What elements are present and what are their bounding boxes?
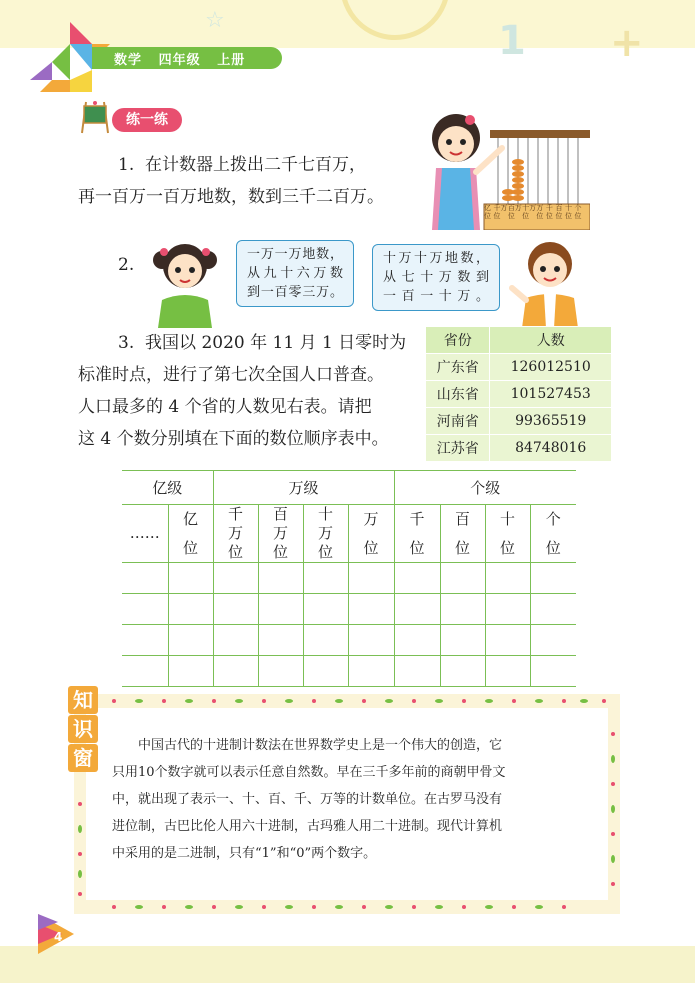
blank-row xyxy=(122,594,576,625)
blank-cell[interactable] xyxy=(258,563,303,594)
blank-cell[interactable] xyxy=(168,625,213,656)
digit-wan: 万 位 xyxy=(348,505,394,563)
question-2-label: 2. xyxy=(118,255,135,275)
question-3-line-2: 标准时点，进行了第七次全国人口普查。 xyxy=(78,365,384,385)
blank-cell[interactable] xyxy=(530,625,576,656)
blank-cell[interactable] xyxy=(258,625,303,656)
blank-cell[interactable] xyxy=(485,594,530,625)
bubble-line: 一百一十万。 xyxy=(383,289,489,304)
knowledge-line: 只用10个数字就可以表示任意自然数。早在三千多年前的商朝甲骨文 xyxy=(112,765,506,780)
blank-cell[interactable] xyxy=(258,594,303,625)
blank-cell[interactable] xyxy=(122,594,168,625)
abacus-label: 十位 xyxy=(564,204,572,220)
level-yi: 亿级 xyxy=(122,471,213,505)
question-3-line-3: 人口最多的 4 个省的人数见右表。请把 xyxy=(78,397,372,417)
question-1-line-1: 1. 在计数器上拨出二千七百万， xyxy=(118,155,367,175)
abacus-label: 十万位 xyxy=(522,204,537,220)
label-char: 识 xyxy=(68,715,98,743)
decor-plus-icon: + xyxy=(610,20,644,66)
abacus-label: 千万位 xyxy=(493,204,508,220)
easel-icon xyxy=(80,100,110,134)
blank-cell[interactable] xyxy=(122,625,168,656)
blank-cell[interactable] xyxy=(440,625,485,656)
province-cell: 山东省 xyxy=(426,381,490,408)
blank-row xyxy=(122,563,576,594)
blank-cell[interactable] xyxy=(485,625,530,656)
digit-shiwan: 十 万 位 xyxy=(303,505,348,563)
knowledge-window-label xyxy=(68,686,100,773)
speech-bubble-left xyxy=(236,240,354,307)
province-cell: 河南省 xyxy=(426,408,490,435)
blank-cell[interactable] xyxy=(440,656,485,687)
header-title: 数学 四年级 上册 xyxy=(114,53,246,68)
blank-cell[interactable] xyxy=(348,594,394,625)
bubble-line: 从九十六万数 xyxy=(247,266,343,281)
population-table xyxy=(425,326,612,462)
blank-cell[interactable] xyxy=(303,594,348,625)
blank-cell[interactable] xyxy=(440,594,485,625)
knowledge-line: 中采用的是二进制，只有“1”和“0”两个数字。 xyxy=(112,846,377,861)
blank-cell[interactable] xyxy=(303,656,348,687)
digit-ge: 个 位 xyxy=(530,505,576,563)
blank-cell[interactable] xyxy=(122,563,168,594)
blank-cell[interactable] xyxy=(530,563,576,594)
blank-cell[interactable] xyxy=(485,563,530,594)
level-ge: 个级 xyxy=(394,471,576,505)
knowledge-line: 进位制，古巴比伦人用六十进制，古玛雅人用二十进制。现代计算机 xyxy=(112,819,503,834)
blank-cell[interactable] xyxy=(348,656,394,687)
ellipsis-cell: …… xyxy=(122,505,168,563)
blank-cell[interactable] xyxy=(485,656,530,687)
girl-illustration xyxy=(150,238,220,328)
header-count: 人数 xyxy=(490,327,612,354)
digit-shi: 十 位 xyxy=(485,505,530,563)
digit-bai: 百 位 xyxy=(440,505,485,563)
abacus-label: 个位 xyxy=(574,204,582,220)
bubble-line: 一万一万地数， xyxy=(247,247,343,262)
blank-cell[interactable] xyxy=(530,594,576,625)
count-cell: 99365519 xyxy=(490,408,612,435)
abacus-label: 百万位 xyxy=(507,204,522,220)
digit-yi: 亿 位 xyxy=(168,505,213,563)
boy-illustration xyxy=(504,236,592,328)
blank-cell[interactable] xyxy=(394,594,440,625)
question-1-line-2: 再一百万一百万地数，数到三千二百万。 xyxy=(78,187,384,207)
blank-cell[interactable] xyxy=(168,594,213,625)
header-province: 省份 xyxy=(426,327,490,354)
count-cell: 101527453 xyxy=(490,381,612,408)
practice-label: 练一练 xyxy=(112,108,182,132)
question-3-line-4: 这 4 个数分别填在下面的数位顺序表中。 xyxy=(78,429,389,449)
knowledge-text xyxy=(112,732,592,867)
question-3-line-1: 3. 我国以 2020 年 11 月 1 日零时为 xyxy=(118,333,407,353)
blank-cell[interactable] xyxy=(122,656,168,687)
blank-cell[interactable] xyxy=(303,563,348,594)
abacus-label: 万位 xyxy=(536,204,544,220)
blank-cell[interactable] xyxy=(530,656,576,687)
digit-qian: 千 位 xyxy=(394,505,440,563)
decor-star-icon: ☆ xyxy=(205,8,225,33)
blank-cell[interactable] xyxy=(213,656,258,687)
speech-bubble-right xyxy=(372,244,500,311)
digit-baiwan: 百 万 位 xyxy=(258,505,303,563)
label-char: 知 xyxy=(68,686,98,714)
blank-cell[interactable] xyxy=(440,563,485,594)
blank-row xyxy=(122,656,576,687)
level-wan: 万级 xyxy=(213,471,394,505)
count-cell: 84748016 xyxy=(490,435,612,462)
table-row xyxy=(426,354,612,381)
blank-cell[interactable] xyxy=(168,656,213,687)
blank-cell[interactable] xyxy=(394,625,440,656)
blank-cell[interactable] xyxy=(213,625,258,656)
abacus-label: 亿位 xyxy=(484,204,491,220)
blank-row xyxy=(122,625,576,656)
blank-cell[interactable] xyxy=(303,625,348,656)
blank-cell[interactable] xyxy=(394,563,440,594)
count-cell: 126012510 xyxy=(490,354,612,381)
blank-cell[interactable] xyxy=(348,625,394,656)
blank-cell[interactable] xyxy=(213,563,258,594)
bottom-band xyxy=(0,946,695,983)
table-row xyxy=(426,435,612,462)
abacus-labels xyxy=(484,204,584,220)
blank-cell[interactable] xyxy=(348,563,394,594)
table-row xyxy=(426,408,612,435)
blank-cell[interactable] xyxy=(258,656,303,687)
bubble-line: 到一百零三万。 xyxy=(247,285,343,300)
decor-number-icon: 1 xyxy=(498,18,526,64)
digit-qianwan: 千 万 位 xyxy=(213,505,258,563)
place-value-table xyxy=(122,470,576,687)
knowledge-line: 中，就出现了表示一、十、百、千、万等的计数单位。在古罗马没有 xyxy=(112,792,503,807)
abacus-label: 百位 xyxy=(555,204,563,220)
blank-cell[interactable] xyxy=(168,563,213,594)
practice-badge xyxy=(80,100,180,136)
knowledge-line: 中国古代的十进制计数法在世界数学史上是一个伟大的创造，它 xyxy=(138,738,503,753)
label-char: 窗 xyxy=(68,744,98,772)
province-cell: 广东省 xyxy=(426,354,490,381)
table-row xyxy=(426,381,612,408)
province-cell: 江苏省 xyxy=(426,435,490,462)
bubble-line: 从七十万数到 xyxy=(383,270,489,285)
page-number: 4 xyxy=(54,930,63,944)
blank-cell[interactable] xyxy=(213,594,258,625)
blank-cell[interactable] xyxy=(394,656,440,687)
bubble-line: 十万十万地数， xyxy=(383,251,489,266)
abacus-label: 千位 xyxy=(545,204,553,220)
